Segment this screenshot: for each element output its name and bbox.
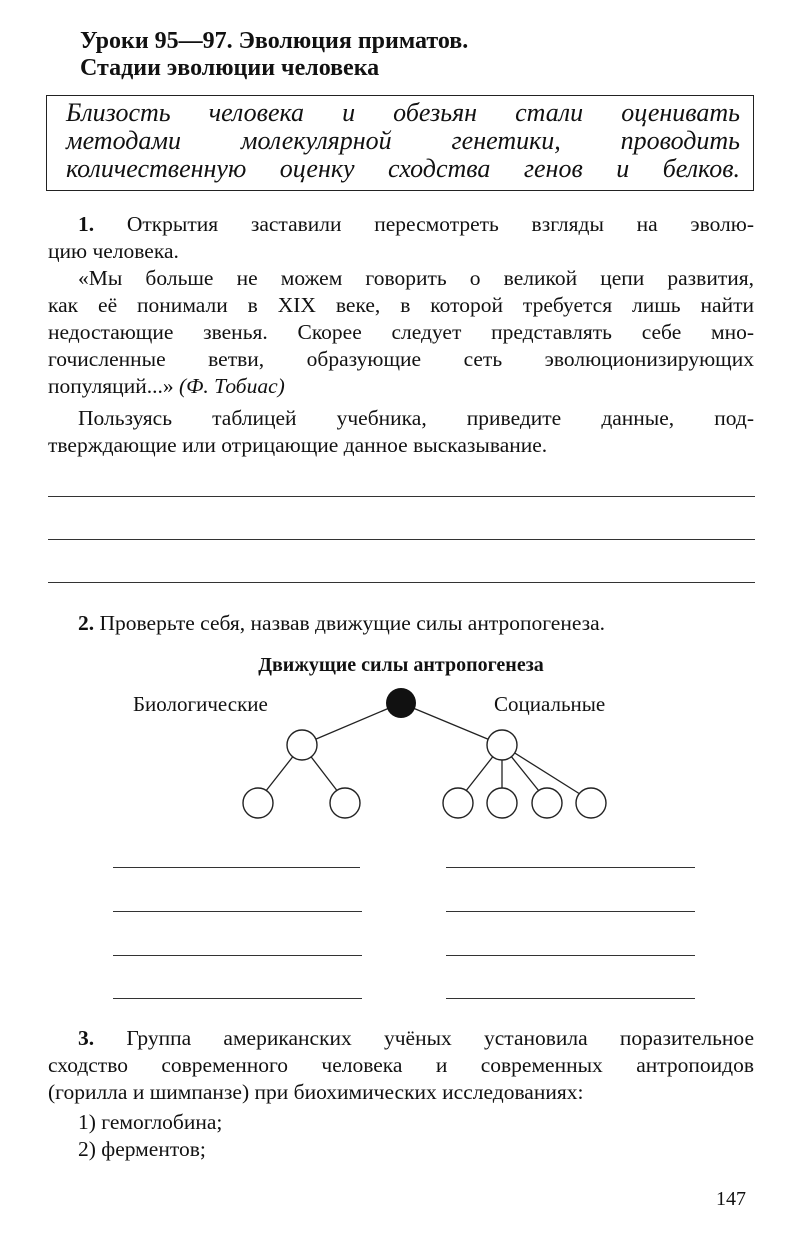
biological-answer-line[interactable] <box>113 867 360 868</box>
biological-answer-line[interactable] <box>113 911 362 912</box>
quote-line: гочисленные ветви, образующие сеть эволюционизирующих <box>48 347 754 371</box>
social-node[interactable] <box>487 730 517 760</box>
task1-text: Открытия заставили пересмотреть взгляды на эволю- <box>126 212 754 236</box>
task2-number: 2. <box>78 611 95 635</box>
social-label: Социальные <box>494 692 606 716</box>
list-item: 2) ферментов; <box>78 1137 206 1161</box>
biological-leaf-node[interactable] <box>330 788 360 818</box>
task3-text: (горилла и шимпанзе) при биохимических исследованиях: <box>48 1080 584 1104</box>
task3-number: 3. <box>78 1026 95 1050</box>
instruction-line: Пользуясь таблицей учебника, приведите данные, под- <box>78 406 754 430</box>
task1-text-cont: цию человека. <box>48 239 179 263</box>
social-answer-line[interactable] <box>446 911 695 912</box>
social-answer-line[interactable] <box>446 867 695 868</box>
quote-line: недостающие звенья. Скорее следует представлять себе мно- <box>48 320 754 344</box>
root-node <box>386 688 416 718</box>
task3-list <box>78 1109 478 1163</box>
list-item: 1) гемоглобина; <box>78 1110 223 1134</box>
quote-line: как её понимали в XIX веке, в которой требуется лишь найти <box>48 293 754 317</box>
page-number: 147 <box>716 1188 746 1210</box>
biological-answer-line[interactable] <box>113 955 362 956</box>
social-leaf-node[interactable] <box>576 788 606 818</box>
task2-text: Проверьте себя, назвав движущие силы антропогенеза. <box>99 611 606 635</box>
social-answer-line[interactable] <box>446 955 695 956</box>
social-leaf-node[interactable] <box>487 788 517 818</box>
task3-text: сходство современного человека и современных антропоидов <box>48 1053 754 1077</box>
biological-node[interactable] <box>287 730 317 760</box>
social-answer-line[interactable] <box>446 998 695 999</box>
epigraph-line: методами молекулярной генетики, проводить <box>66 126 740 155</box>
quote-line: «Мы больше не можем говорить о великой цепи развития, <box>78 266 754 290</box>
social-leaf-node[interactable] <box>443 788 473 818</box>
epigraph-line: Близость человека и обезьян стали оценивать <box>66 98 740 127</box>
biological-label: Биологические <box>133 692 268 716</box>
biological-answer-line[interactable] <box>113 998 362 999</box>
lesson-title-line1: Уроки 95—97. Эволюция приматов. <box>80 28 469 54</box>
instruction-line: тверждающие или отрицающие данное высказывание. <box>48 433 548 457</box>
quote-author: (Ф. Тобиас) <box>178 374 285 398</box>
tree-edge <box>401 703 502 745</box>
epigraph-line: количественную оценку сходства генов и белков. <box>66 154 740 183</box>
task3-paragraph <box>48 1025 754 1106</box>
biological-leaf-node[interactable] <box>243 788 273 818</box>
social-leaf-node[interactable] <box>532 788 562 818</box>
lesson-title-line2: Стадии эволюции человека <box>80 55 380 81</box>
tree-edge <box>302 703 401 745</box>
diagram-title: Движущие силы антропогенеза <box>258 654 544 676</box>
quote-line: популяций...» <box>48 374 179 398</box>
task3-text: Группа американских учёных установила поразительное <box>126 1026 754 1050</box>
task1-number: 1. <box>78 212 95 236</box>
